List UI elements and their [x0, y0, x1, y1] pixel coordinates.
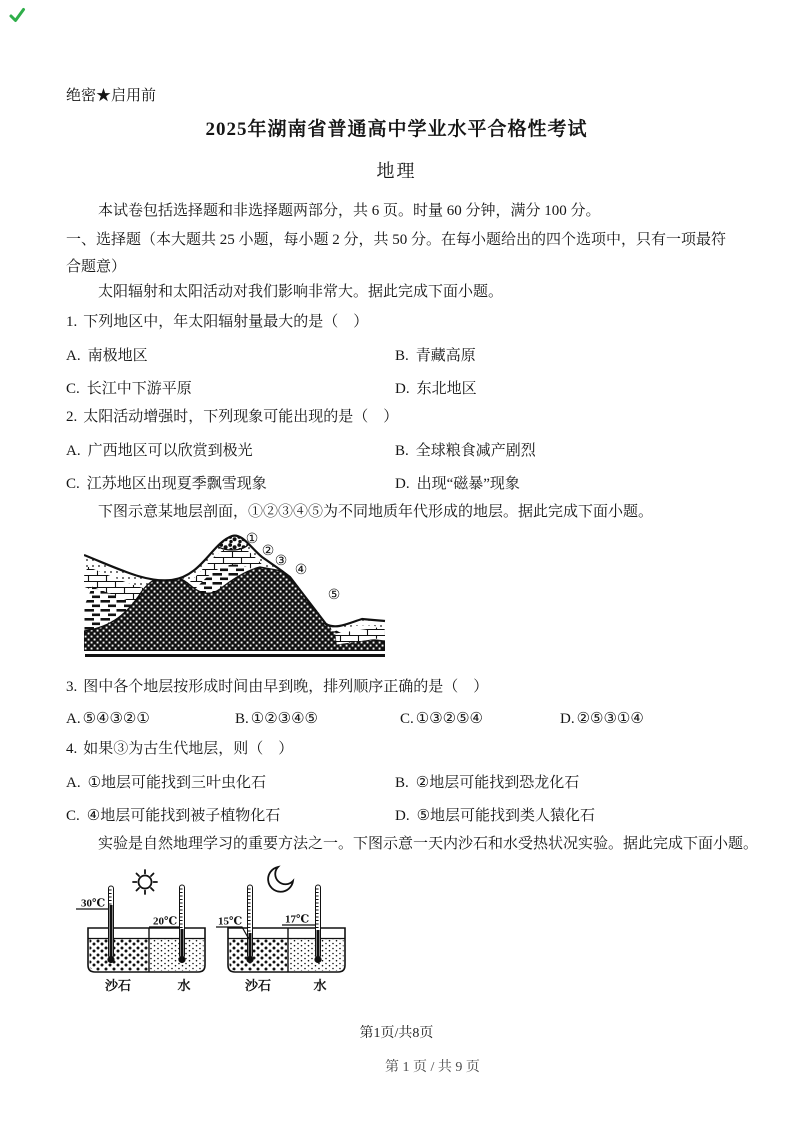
question-1	[66, 312, 368, 332]
night-sand-temp: 15℃	[218, 915, 243, 928]
option-2d: D. 出现“磁暴”现象	[395, 476, 520, 492]
day-basin	[88, 928, 205, 972]
document-page-footer: 第1页/共8页	[359, 1026, 434, 1041]
option-4a: A. ①地层可能找到三叶虫化石	[66, 775, 267, 791]
question-4-options-row-2	[66, 804, 753, 826]
question-3-text: 图中各个地层按形成时间由早到晚，排列顺序正确的是（ ）	[83, 679, 489, 695]
day-sand-thermometer	[107, 886, 114, 963]
question-1-options-row-1	[66, 344, 753, 366]
question-3	[66, 677, 488, 697]
night-water-temp: 17℃	[285, 913, 310, 926]
question-2-number: 2.	[66, 409, 78, 425]
question-4-number: 4.	[66, 741, 78, 757]
option-1a: A. 南极地区	[66, 348, 148, 364]
question-4-text: 如果③为古生代地层，则（ ）	[83, 741, 294, 757]
option-1d: D. 东北地区	[395, 381, 477, 397]
stimulus-strata: 下图示意某地层剖面，①②③④⑤为不同地质年代形成的地层。据此完成下面小题。	[98, 504, 654, 520]
option-4b: B. ②地层可能找到恐龙化石	[395, 775, 580, 791]
option-4c: C. ④地层可能找到被子植物化石	[66, 808, 281, 824]
day-water-temp: 20℃	[153, 915, 178, 928]
classification-label: 绝密★启用前	[66, 88, 157, 104]
stimulus-experiment: 实验是自然地理学习的重要方法之一。下图示意一天内沙石和水受热状况实验。据此完成下面小题。	[98, 836, 759, 852]
strata-label-2: ②	[261, 544, 275, 559]
night-sand-thermometer	[246, 885, 253, 963]
question-1-text: 下列地区中，年太阳辐射量最大的是（ ）	[83, 314, 369, 330]
exam-title: 2025年湖南省普通高中学业水平合格性考试	[205, 119, 588, 140]
option-3d: D. ②⑤③①④	[560, 711, 644, 727]
option-2b: B. 全球粮食减产剧烈	[395, 443, 536, 459]
question-2	[66, 407, 398, 427]
day-water-thermometer	[178, 885, 185, 963]
heating-experiment-figure	[72, 862, 384, 1004]
question-4	[66, 739, 293, 759]
strata-right-brick	[336, 632, 385, 639]
strata-label-4: ④	[294, 563, 308, 578]
night-basin	[228, 928, 345, 972]
exam-subject: 地理	[376, 161, 417, 181]
question-2-options-row-1	[66, 439, 753, 461]
sun-icon	[133, 870, 157, 894]
option-3c: C. ①③②⑤④	[400, 711, 484, 727]
question-3-options-row	[66, 709, 753, 731]
experiment-day-group	[76, 870, 205, 993]
question-1-options-row-2	[66, 377, 753, 399]
question-1-number: 1.	[66, 314, 78, 330]
viewer-page-indicator: 第 1 页 / 共 9 页	[385, 1060, 480, 1075]
strata-label-1: ①	[245, 532, 259, 547]
night-water-thermometer	[314, 885, 321, 963]
night-sand-label: 沙石	[244, 978, 272, 993]
section-heading: 一、选择题（本大题共 25 小题，每小题 2 分，共 50 分。在每小题给出的四个选项中，只有一项最符合题意）	[66, 232, 727, 275]
question-2-options-row-2	[66, 472, 753, 494]
option-4d: D. ⑤地层可能找到类人猿化石	[395, 808, 596, 824]
exam-intro: 本试卷包括选择题和非选择题两部分，共 6 页。时量 60 分钟，满分 100 分。	[98, 203, 601, 219]
moon-icon	[268, 867, 293, 892]
day-water-label: 水	[177, 978, 191, 993]
option-3b: B. ①②③④⑤	[235, 711, 319, 727]
option-2c: C. 江苏地区出现夏季飘雪现象	[66, 476, 267, 492]
option-1c: C. 长江中下游平原	[66, 381, 192, 397]
option-1b: B. 青藏高原	[395, 348, 476, 364]
strata-label-5: ⑤	[327, 588, 341, 603]
day-sand-temp: 30℃	[81, 897, 106, 910]
strata-cross-section-figure	[84, 527, 386, 659]
strata-label-3: ③	[274, 554, 288, 569]
question-4-options-row-1	[66, 771, 753, 793]
night-water-label: 水	[313, 978, 327, 993]
question-2-text: 太阳活动增强时，下列现象可能出现的是（ ）	[83, 409, 399, 425]
option-3a: A. ⑤④③②①	[66, 711, 150, 727]
corner-green-check-icon	[8, 6, 26, 24]
experiment-night-group	[216, 867, 345, 993]
question-3-number: 3.	[66, 679, 78, 695]
option-2a: A. 广西地区可以欣赏到极光	[66, 443, 253, 459]
stimulus-sun: 太阳辐射和太阳活动对我们影响非常大。据此完成下面小题。	[98, 284, 504, 300]
day-sand-label: 沙石	[104, 978, 132, 993]
